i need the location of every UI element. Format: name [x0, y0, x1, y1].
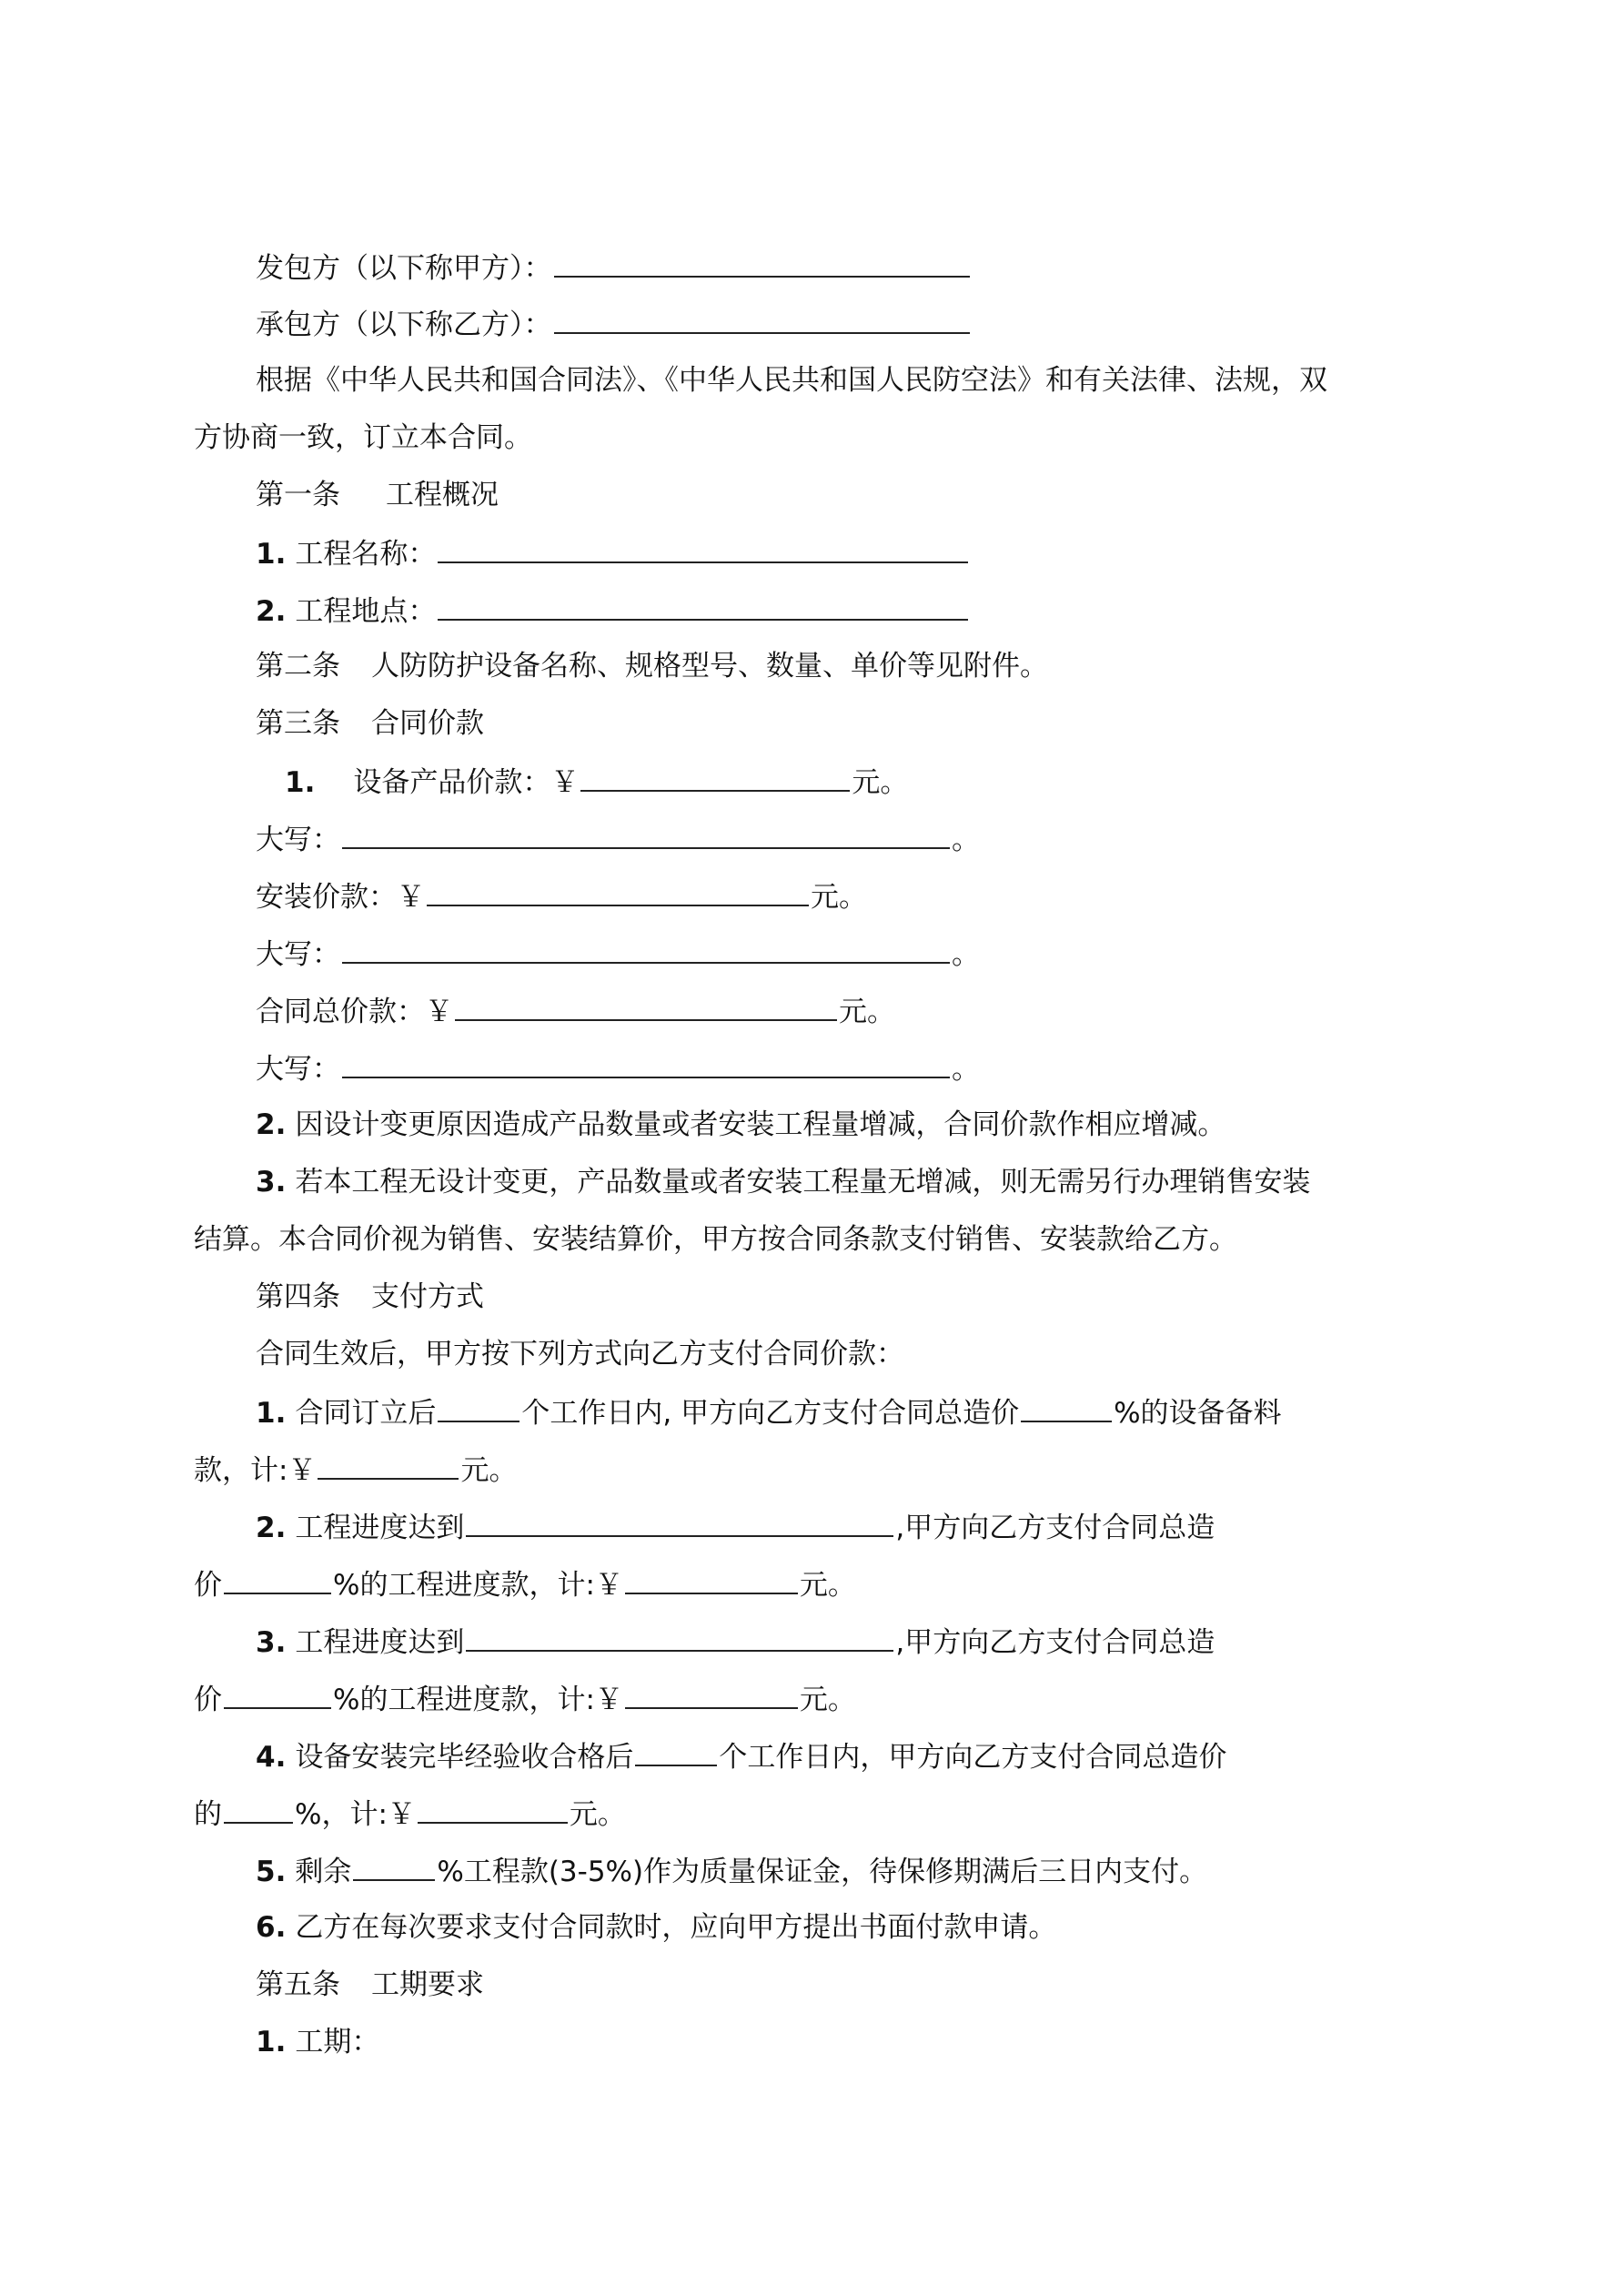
- equipment-price-label: 设备产品价款：￥: [353, 766, 580, 799]
- item-text: 工程进度达到: [295, 1626, 465, 1659]
- daxie-label: 大写：: [256, 938, 340, 971]
- article-1-heading: [256, 477, 499, 513]
- item-number: 1.: [256, 538, 287, 571]
- install-daxie-line: [256, 935, 980, 971]
- payment-item-1-line-2: [194, 1451, 517, 1487]
- article-2-heading: [256, 648, 1048, 684]
- preamble-line-1: 根据《中华人民共和国合同法》、《中华人民共和国人民防空法》和有关法律、法规，双: [256, 364, 1327, 397]
- total-price-line: [256, 992, 895, 1028]
- payment-item-1-line-1: [256, 1393, 1282, 1430]
- project-location-label: 工程地点：: [295, 595, 437, 628]
- item-text: %工程款(3-5%)作为质量保证金，待保修期满后三日内支付。: [437, 1856, 1208, 1888]
- article-3-heading: [256, 705, 484, 742]
- daxie-label: 大写：: [256, 1053, 340, 1086]
- workdays-blank[interactable]: [635, 1737, 717, 1766]
- install-price-label: 安装价款：￥: [256, 881, 425, 914]
- percent-blank[interactable]: [1021, 1393, 1112, 1422]
- period: 。: [952, 1053, 980, 1086]
- preamble-line-2: 方协商一致，订立本合同。: [194, 421, 532, 454]
- item-text: 因设计变更原因造成产品数量或者安装工程量增减，合同价款作相应增减。: [295, 1108, 1226, 1141]
- item-text: %的设备备料: [1114, 1397, 1282, 1430]
- item-number: 3.: [256, 1166, 287, 1199]
- total-price-label: 合同总价款：￥: [256, 996, 453, 1028]
- project-location-blank[interactable]: [438, 592, 968, 621]
- item-text: %的工程进度款，计:￥: [333, 1569, 623, 1602]
- equipment-price-line: [285, 763, 908, 799]
- item-number: 2.: [256, 595, 287, 628]
- install-daxie-blank[interactable]: [342, 935, 950, 964]
- article-2-title: 人防防护设备名称、规格型号、数量、单价等见附件。: [371, 650, 1048, 683]
- item-number: 6.: [256, 1911, 287, 1944]
- yuan-suffix: 元。: [799, 1684, 856, 1716]
- amount-blank[interactable]: [318, 1451, 459, 1480]
- progress-milestone-blank[interactable]: [466, 1508, 893, 1537]
- article-3-item-2: [256, 1107, 1226, 1143]
- item-number: 2.: [256, 1512, 287, 1544]
- item-text: 款，计:￥: [194, 1454, 317, 1487]
- project-name-line: [256, 534, 970, 571]
- amount-blank[interactable]: [418, 1795, 568, 1824]
- item-text: 设备安装完毕经验收合格后: [295, 1741, 634, 1774]
- item-text: ,甲方向乙方支付合同总造: [895, 1512, 1215, 1544]
- article-4-number: 第四条: [256, 1280, 340, 1313]
- item-text: 若本工程无设计变更，产品数量或者安装工程量无增减，则无需另行办理销售安装: [295, 1166, 1311, 1199]
- party-b-line: [256, 305, 972, 341]
- percent-blank[interactable]: [224, 1795, 293, 1824]
- item-text: 价: [194, 1569, 222, 1602]
- item-number: 3.: [256, 1626, 287, 1659]
- amount-blank[interactable]: [625, 1680, 798, 1709]
- payment-item-4-line-2: [194, 1795, 626, 1831]
- party-a-line: [256, 248, 972, 285]
- payment-item-2-line-1: [256, 1508, 1215, 1544]
- article-4-intro: 合同生效后，甲方按下列方式向乙方支付合同价款：: [256, 1338, 904, 1371]
- project-name-label: 工程名称：: [295, 538, 437, 571]
- payment-item-5: [256, 1852, 1207, 1888]
- payment-item-6: [256, 1909, 1056, 1946]
- item-text: 乙方在每次要求支付合同款时，应向甲方提出书面付款申请。: [295, 1911, 1057, 1944]
- item-text: 工程进度达到: [295, 1512, 465, 1544]
- yuan-suffix: 元。: [569, 1798, 626, 1831]
- item-number: 1.: [285, 766, 316, 799]
- percent-blank[interactable]: [224, 1565, 331, 1594]
- total-daxie-blank[interactable]: [342, 1049, 950, 1078]
- article-5-heading: [256, 1967, 484, 2003]
- item-number: 1.: [256, 2026, 287, 2058]
- payment-item-4-line-1: [256, 1737, 1226, 1774]
- schedule-label: 工期：: [295, 2026, 380, 2058]
- article-3-item-3-line-2: 结算。本合同价视为销售、安装结算价，甲方按合同条款支付销售、安装款给乙方。: [194, 1223, 1237, 1256]
- article-3-item-3-line-1: [256, 1164, 1310, 1200]
- yuan-suffix: 元。: [852, 766, 909, 799]
- total-price-blank[interactable]: [455, 992, 837, 1021]
- item-number: 4.: [256, 1741, 287, 1774]
- project-location-line: [256, 592, 970, 628]
- item-text: 剩余: [295, 1856, 352, 1888]
- article-3-title: 合同价款: [371, 707, 484, 740]
- item-text: 合同订立后: [295, 1397, 437, 1430]
- daxie-label: 大写：: [256, 824, 340, 856]
- period: 。: [952, 824, 980, 856]
- article-5-title: 工期要求: [371, 1968, 484, 2001]
- equipment-daxie-blank[interactable]: [342, 820, 950, 849]
- retention-percent-blank[interactable]: [353, 1852, 435, 1881]
- payment-item-2-line-2: [194, 1565, 856, 1602]
- period: 。: [952, 938, 980, 971]
- amount-blank[interactable]: [625, 1565, 798, 1594]
- yuan-suffix: 元。: [460, 1454, 518, 1487]
- yuan-suffix: 元。: [799, 1569, 856, 1602]
- item-text: 的: [194, 1798, 222, 1831]
- article-3-number: 第三条: [256, 707, 340, 740]
- item-text: 个工作日内, 甲方向乙方支付合同总造价: [521, 1397, 1020, 1430]
- article-4-heading: [256, 1279, 484, 1315]
- yuan-suffix: 元。: [811, 881, 867, 914]
- workdays-blank[interactable]: [438, 1393, 519, 1422]
- equipment-daxie-line: [256, 820, 980, 856]
- item-text: ,甲方向乙方支付合同总造: [895, 1626, 1215, 1659]
- article-4-title: 支付方式: [371, 1280, 484, 1313]
- item-number: 2.: [256, 1108, 287, 1141]
- item-text: %的工程进度款，计:￥: [333, 1684, 623, 1716]
- article-5-number: 第五条: [256, 1968, 340, 2001]
- progress-milestone-blank[interactable]: [466, 1623, 893, 1652]
- article-1-number: 第一条: [256, 479, 340, 511]
- item-number: 5.: [256, 1856, 287, 1888]
- item-text: %，计:￥: [295, 1798, 416, 1831]
- equipment-price-blank[interactable]: [580, 763, 850, 792]
- payment-item-3-line-2: [194, 1680, 856, 1716]
- article-2-number: 第二条: [256, 650, 340, 683]
- project-name-blank[interactable]: [438, 534, 968, 563]
- payment-item-3-line-1: [256, 1623, 1215, 1659]
- item-text: 个工作日内，甲方向乙方支付合同总造价: [719, 1741, 1227, 1774]
- install-price-blank[interactable]: [427, 877, 809, 906]
- yuan-suffix: 元。: [839, 996, 895, 1028]
- percent-blank[interactable]: [224, 1680, 331, 1709]
- party-b-blank[interactable]: [554, 305, 970, 334]
- party-b-label: 承包方（以下称乙方）：: [256, 308, 552, 341]
- total-daxie-line: [256, 1049, 980, 1086]
- item-number: 1.: [256, 1397, 287, 1430]
- install-price-line: [256, 877, 867, 914]
- article-1-title: 工程概况: [386, 479, 499, 511]
- item-text: 价: [194, 1684, 222, 1716]
- schedule-line: [256, 2024, 379, 2060]
- party-a-blank[interactable]: [554, 248, 970, 278]
- party-a-label: 发包方（以下称甲方）：: [256, 252, 552, 285]
